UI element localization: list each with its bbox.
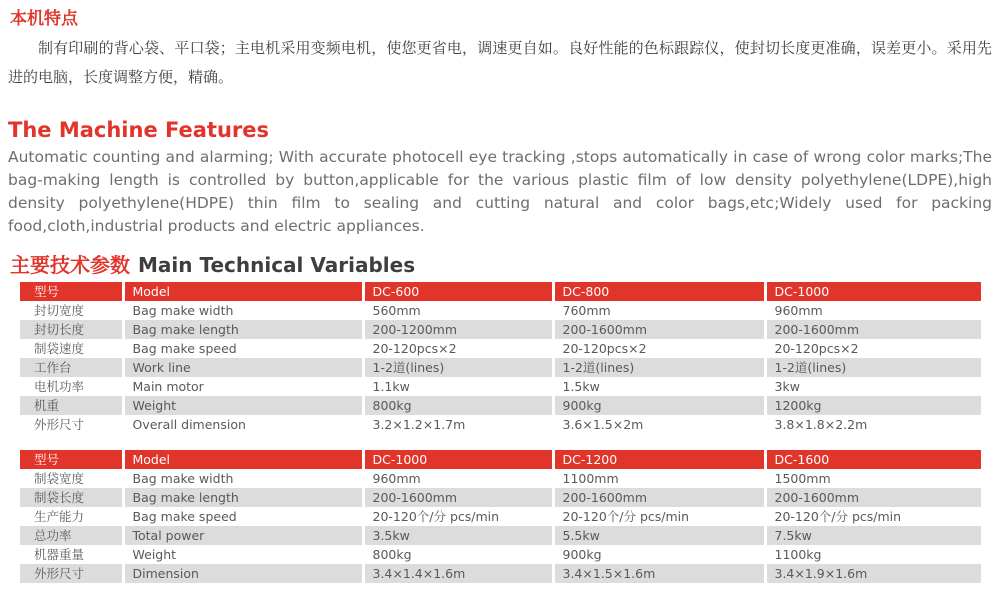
- table-cell: 3.5kw: [363, 526, 553, 545]
- machine-features-title-en: The Machine Features: [8, 118, 269, 142]
- table-cell: 3.2×1.2×1.7m: [363, 415, 553, 434]
- table-cell: 20-120pcs×2: [553, 339, 765, 358]
- table-cell: 机重: [34, 398, 60, 413]
- table-cell: 200-1600mm: [553, 320, 765, 339]
- table-cell: 960mm: [765, 301, 981, 320]
- table-cell: 制袋长度: [34, 490, 85, 505]
- table-cell: 560mm: [363, 301, 553, 320]
- table-row: [20, 564, 981, 583]
- column-header: Model: [123, 450, 363, 469]
- table-cell: 20-120个/分 pcs/min: [553, 507, 765, 526]
- table-row: [20, 396, 981, 415]
- table-cell: Bag make speed: [123, 507, 363, 526]
- table-row: [20, 507, 981, 526]
- table-cell: 3kw: [765, 377, 981, 396]
- table-cell: Bag make length: [123, 320, 363, 339]
- table-cell: 1100kg: [765, 545, 981, 564]
- column-header: DC-800: [553, 282, 765, 301]
- table-cell: 20-120个/分 pcs/min: [765, 507, 981, 526]
- spec-table-dc1000-series: [20, 450, 981, 583]
- table-cell: Dimension: [123, 564, 363, 583]
- machine-features-paragraph-en: Automatic counting and alarming; With accurate photocell eye tracking ,stops automatically in case of wrong color marks;The bag-making length is controlled by button,applicable for the various plastic film of low density polyethylene(LDPE),high density polyethylene(HDPE) thin film to sealing and cutting natural and color bags,etc;Widely used for packing food,cloth,industrial products and electric appliances.: [8, 148, 992, 235]
- table-cell: 1500mm: [765, 469, 981, 488]
- table-cell: 900kg: [553, 545, 765, 564]
- column-header: DC-1600: [765, 450, 981, 469]
- table-cell: 1-2道(lines): [553, 358, 765, 377]
- table-cell: 外形尺寸: [34, 417, 85, 432]
- table-cell: 3.6×1.5×2m: [553, 415, 765, 434]
- table-cell: 生产能力: [34, 509, 85, 524]
- table-cell: 1-2道(lines): [363, 358, 553, 377]
- table-cell: 800kg: [363, 545, 553, 564]
- table-cell: Work line: [123, 358, 363, 377]
- table-cell: 3.8×1.8×2.2m: [765, 415, 981, 434]
- table-row: [20, 545, 981, 564]
- table-cell: 封切长度: [34, 322, 85, 337]
- column-header: DC-1000: [363, 450, 553, 469]
- table-cell: 7.5kw: [765, 526, 981, 545]
- table-cell: 外形尺寸: [34, 566, 85, 581]
- table-cell: 800kg: [363, 396, 553, 415]
- table-cell: 1-2道(lines): [765, 358, 981, 377]
- machine-features-title-cn: 本机特点: [10, 9, 78, 29]
- table-row: [20, 358, 981, 377]
- table-header-row: [20, 450, 981, 469]
- table-row: [20, 320, 981, 339]
- table-row: [20, 339, 981, 358]
- table-row: [20, 377, 981, 396]
- column-header: 型号: [20, 282, 123, 301]
- document-page: [8, 8, 992, 583]
- spec-table-dc600-series: [20, 282, 981, 434]
- column-header: Model: [123, 282, 363, 301]
- table-cell: 工作台: [34, 360, 72, 375]
- table-cell: 5.5kw: [553, 526, 765, 545]
- table-cell: 总功率: [34, 528, 72, 543]
- table-cell: 机器重量: [34, 547, 85, 562]
- table-cell: 200-1600mm: [363, 488, 553, 507]
- column-header: DC-1200: [553, 450, 765, 469]
- table-cell: 1200kg: [765, 396, 981, 415]
- tech-params-heading: [10, 253, 992, 277]
- column-header: DC-1000: [765, 282, 981, 301]
- table-cell: 3.4×1.5×1.6m: [553, 564, 765, 583]
- table-cell: 3.4×1.9×1.6m: [765, 564, 981, 583]
- table-cell: Main motor: [123, 377, 363, 396]
- table-cell: Bag make width: [123, 301, 363, 320]
- table-cell: 封切宽度: [34, 303, 85, 318]
- table-cell: 200-1600mm: [765, 488, 981, 507]
- column-header: DC-600: [363, 282, 553, 301]
- table-cell: 制袋速度: [34, 341, 85, 356]
- column-header: 型号: [20, 450, 123, 469]
- table-cell: 960mm: [363, 469, 553, 488]
- tech-params-title-cn: 主要技术参数: [10, 253, 130, 277]
- machine-features-paragraph-cn: 制有印刷的背心袋、平口袋；主电机采用变频电机，使您更省电，调速更自如。良好性能的色标跟踪仪，使封切长度更准确，误差更小。采用先进的电脑，长度调整方便，精确。: [8, 39, 992, 86]
- table-row: [20, 469, 981, 488]
- table-row: [20, 488, 981, 507]
- table-row: [20, 301, 981, 320]
- table-cell: 20-120pcs×2: [765, 339, 981, 358]
- table-cell: Weight: [123, 396, 363, 415]
- table-cell: Bag make speed: [123, 339, 363, 358]
- table-cell: 制袋宽度: [34, 471, 85, 486]
- table-cell: 电机功率: [34, 379, 85, 394]
- table-row: [20, 415, 981, 434]
- table-cell: Overall dimension: [123, 415, 363, 434]
- table-cell: 200-1200mm: [363, 320, 553, 339]
- table-cell: 200-1600mm: [765, 320, 981, 339]
- table-cell: 760mm: [553, 301, 765, 320]
- table-cell: Bag make length: [123, 488, 363, 507]
- table-cell: 1.1kw: [363, 377, 553, 396]
- table-cell: Weight: [123, 545, 363, 564]
- table-row: [20, 526, 981, 545]
- table-cell: 900kg: [553, 396, 765, 415]
- table-cell: Bag make width: [123, 469, 363, 488]
- table-cell: Total power: [123, 526, 363, 545]
- table-cell: 3.4×1.4×1.6m: [363, 564, 553, 583]
- table-cell: 1100mm: [553, 469, 765, 488]
- table-header-row: [20, 282, 981, 301]
- table-cell: 20-120pcs×2: [363, 339, 553, 358]
- table-cell: 1.5kw: [553, 377, 765, 396]
- table-cell: 200-1600mm: [553, 488, 765, 507]
- table-cell: 20-120个/分 pcs/min: [363, 507, 553, 526]
- tech-params-title-en: Main Technical Variables: [138, 253, 416, 277]
